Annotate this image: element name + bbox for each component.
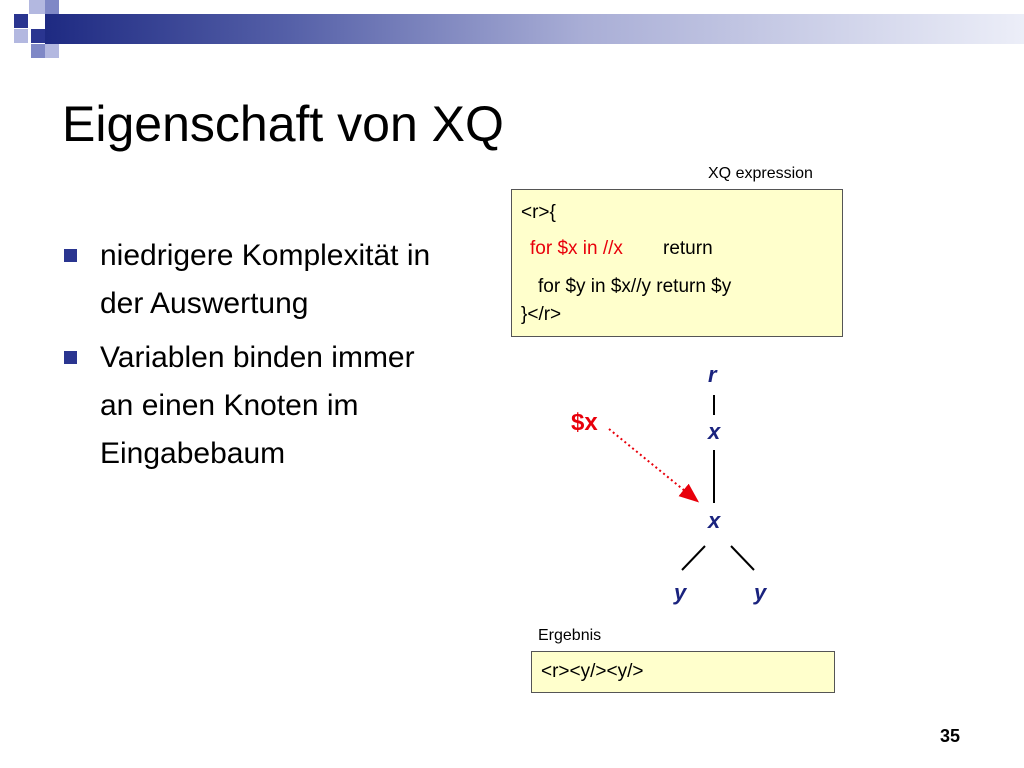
tree-edge	[731, 546, 754, 570]
tree-node-y: y	[754, 580, 767, 605]
tree-node-x: x	[708, 419, 721, 444]
page-number: 35	[940, 726, 961, 746]
expression-label: XQ expression	[708, 165, 813, 182]
variable-label: $x	[571, 409, 598, 436]
bullet-text: Variablen binden immer an einen Knoten im Eingabebaum	[100, 341, 415, 470]
bullet-text: niedrigere Komplexität in der Auswertung	[100, 239, 431, 320]
result-label: Ergebnis	[538, 627, 602, 644]
code-line-return: return	[663, 238, 713, 259]
tree-node-y: y	[674, 580, 687, 605]
code-line-for-x: for $x in //x	[530, 238, 623, 259]
code-line: }</r>	[521, 304, 562, 325]
code-line: for $y in $x//y return $y	[538, 276, 732, 297]
result-value: <r><y/><y/>	[541, 661, 644, 682]
tree-edge	[682, 546, 705, 570]
slide-title: Eigenschaft von XQ	[62, 96, 504, 152]
tree-node-x: x	[708, 508, 721, 533]
code-line: <r>{	[521, 202, 556, 223]
binding-arrow	[609, 429, 696, 500]
tree-node-r: r	[708, 362, 717, 387]
result-box	[531, 651, 835, 693]
